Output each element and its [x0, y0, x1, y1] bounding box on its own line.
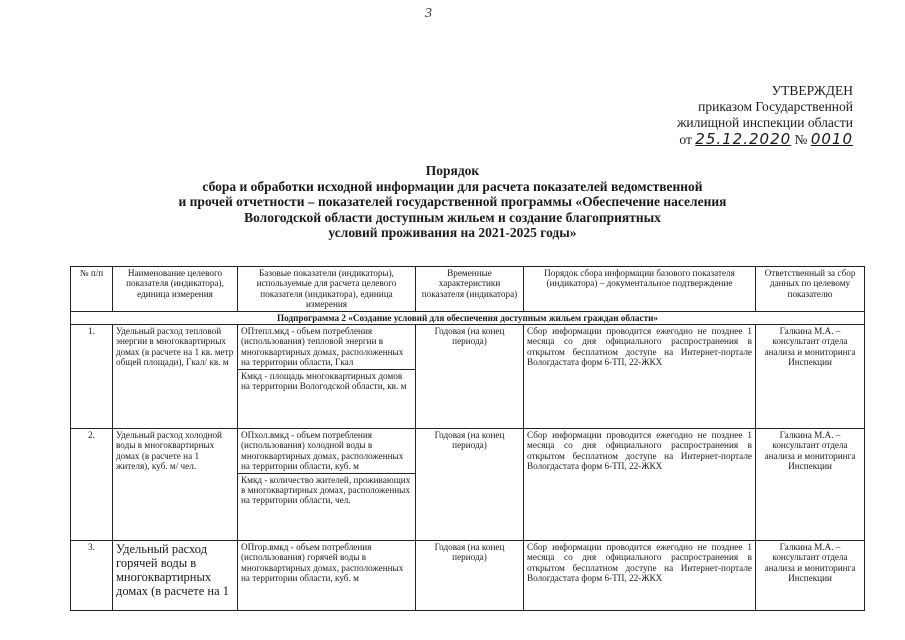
base-indicators — [238, 325, 416, 429]
base-indicator-a: ОПхол.вмкд - объем потребления (использования) холодной воды в многоквартирных домах, расположенных на территории области, куб. м — [238, 429, 415, 474]
header-num: № п/п — [71, 267, 113, 312]
indicator-name: Удельный расход тепловой энергии в многоквартирных домах (в расчете на 1 кв. метр общей площади), Гкал/ кв. м — [113, 325, 238, 429]
responsible-person: Галкина М.А. – консультант отдела анализа и мониторинга Инспекции — [756, 429, 865, 541]
time-characteristic: Годовая (на конец периода) — [416, 325, 524, 429]
number-prefix: № — [794, 132, 808, 147]
title-line4: Вологодской области доступным жильем и создание благоприятных — [244, 209, 661, 225]
base-indicator-b: Кмкд - площадь многоквартирных домов на территории Вологодской области, кв. м — [241, 370, 407, 392]
base-indicator-a: ОПгор.вмкд - объем потребления (использования) горячей воды в многоквартирных домах, расположенных на территории области, куб. м — [241, 542, 404, 584]
title-line5: условий проживания на 2021-2025 годы» — [328, 225, 577, 240]
time-characteristic: Годовая (на конец периода) — [416, 541, 524, 611]
indicator-name: Удельный расход холодной воды в многоквартирных домах (в расчете на 1 жителя), куб. м/ чел. — [113, 429, 238, 541]
row-number: 3. — [71, 541, 113, 611]
approval-line1: приказом Государственной — [698, 99, 853, 114]
approval-block — [677, 83, 853, 148]
table-row — [71, 325, 865, 429]
subprogram-row — [71, 311, 865, 324]
table-row — [71, 429, 865, 541]
base-indicators — [238, 541, 416, 611]
title-line3: и прочей отчетности – показателей государственной программы «Обеспечение населения — [178, 194, 727, 209]
row-number: 1. — [71, 325, 113, 429]
header-base: Базовые показатели (индикаторы), используемые для расчета целевого показателя (индикатора), единица измерения — [238, 267, 416, 312]
title-line2: сбора и обработки исходной информации для расчета показателей ведомственной — [202, 178, 703, 194]
title-line1: Порядок — [425, 163, 480, 178]
base-indicators — [238, 429, 416, 541]
header-order: Порядок сбора информации базового показателя (индикатора) – документальное подтверждение — [524, 267, 756, 312]
base-indicator-a: ОПтепл.мкд - объем потребления (использования) тепловой энергии в многоквартирных домах, расположенных на территории области, Гкал — [238, 325, 415, 370]
from-prefix: от — [679, 132, 692, 147]
row-number: 2. — [71, 429, 113, 541]
header-responsible: Ответственный за сбор данных по целевому показателю — [756, 267, 865, 312]
page-number: 3 — [425, 6, 432, 21]
collection-order: Сбор информации проводится ежегодно не позднее 1 месяца со дня официального распространения в открытом бесплатном доступе на Интернет-портале Вологдастата форм 6-ТП, 22-ЖКХ — [524, 429, 756, 541]
collection-order: Сбор информации проводится ежегодно не позднее 1 месяца со дня официального распространения в открытом бесплатном доступе на Интернет-портале Вологдастата форм 6-ТП, 22-ЖКХ — [524, 541, 756, 611]
table-row — [71, 541, 865, 611]
responsible-person: Галкина М.А. – консультант отдела анализа и мониторинга Инспекции — [756, 541, 865, 611]
time-characteristic: Годовая (на конец периода) — [416, 429, 524, 541]
document-title — [0, 163, 905, 241]
approval-number: 0010 — [810, 130, 853, 148]
approval-date-line — [677, 131, 853, 148]
indicator-name: Удельный расход горячей воды в многоквартирных домах (в расчете на 1 — [113, 541, 238, 611]
approval-date: 25.12.2020 — [695, 130, 792, 148]
approval-line2: жилищной инспекции области — [677, 115, 853, 130]
approval-title: УТВЕРЖДЕН — [771, 83, 853, 98]
responsible-person: Галкина М.А. – консультант отдела анализа и мониторинга Инспекции — [756, 325, 865, 429]
header-name: Наименование целевого показателя (индикатора), единица измерения — [113, 267, 238, 312]
collection-order: Сбор информации проводится ежегодно не позднее 1 месяца со дня официального распространения в открытом бесплатном доступе на Интернет-портале Вологдастата форм 6-ТП, 22-ЖКХ — [524, 325, 756, 429]
table-header-row — [71, 267, 865, 312]
indicators-table — [70, 266, 865, 611]
base-indicator-b: Кмкд - количество жителей, проживающих в многоквартирных домах, расположенных на территории области, чел. — [241, 474, 411, 506]
header-period: Временные характеристики показателя (индикатора) — [416, 267, 524, 312]
subprogram-title: Подпрограмма 2 «Создание условий для обеспечения доступным жильем граждан области» — [71, 311, 865, 324]
